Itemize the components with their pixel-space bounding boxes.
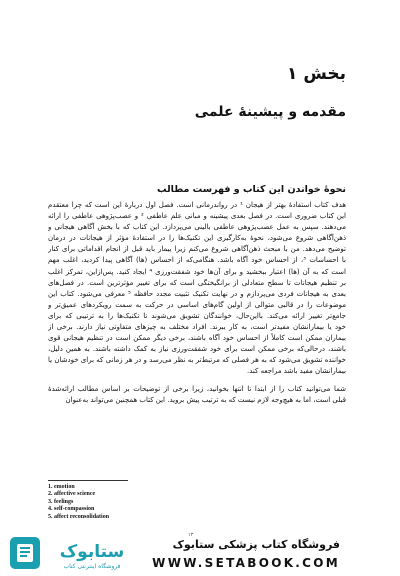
store-url[interactable]: WWW.SETABOOK.COM [152, 556, 340, 570]
footnote: 5. affect reconsolidation [48, 513, 110, 520]
text-line: خود یا بیمارانشان مفیدتر است، به کار ببرند. افراد مختلف به چیزهای متفاوتی نیاز دارند. برخی از [48, 323, 346, 332]
chapter-number: بخش ۱ [287, 64, 346, 84]
text-line: است که به آن (ها) اعتبار ببخشید و برای آن‌ها خود شفقت‌ورزی ⁴ ایجاد کنید. پس‌ازاین، تمرکز اغلب [48, 267, 346, 276]
footnote: 2. affective science [48, 491, 96, 498]
footnotes [48, 480, 218, 521]
paragraph [48, 384, 346, 406]
page-number: ۱۳ [188, 532, 194, 538]
svg-text:فروشگاه اینترنتی کتاب: فروشگاه اینترنتی کتاب [63, 563, 121, 570]
footnote: 3. feelings [48, 498, 74, 505]
svg-text:ستابوک: ستابوک [59, 542, 125, 562]
text-line: باشند، درحالی‌که برخی ممکن است برای خود شفقت‌ورزی نیاز به کمک داشته باشند. به همین دلیل، [48, 345, 346, 354]
section-heading: نحوهٔ خواندن این کتاب و فهرست مطالب [157, 184, 346, 195]
text-line: شما می‌توانید کتاب را از ابتدا تا انتها بخوانید، زیرا برخی از توضیحات بر اساس مطالب ارائه‌شدهٔ [48, 384, 346, 393]
body-text [48, 200, 346, 412]
text-line: بیمارانشان مفید باشد مراجعه کند. [247, 367, 346, 376]
text-line: موضوعات را در قالبی متوالی از اولین گام‌های اساسی در حرکت به سمت رویکردهای عمیق‌تر و [48, 300, 346, 309]
text-line: این کتاب ضروری است. در فصل بعدی پیشینه و مبانی علم عاطفی ² و عصب‌پژوهی عاطفی را ارائه [48, 212, 346, 221]
paragraph [48, 200, 346, 378]
text-line: جامع‌تر تغییر ارائه می‌کند. بااین‌حال، خوانندگان تشویق می‌شوند تا تکنیک‌ها را به ترتیبی که برای [48, 311, 346, 320]
chapter-title: مقدمه و پیشینهٔ علمی [194, 104, 346, 120]
text-line: می‌دهند. سپس به عمل عصب‌پژوهی عاطفی بالینی می‌پردازد. این کتاب که با بخش آگاهی هیجانی و [48, 223, 346, 232]
text-line: توضیح می‌دهد. من با مبحث ذهن‌آگاهی شروع می‌کنم زیرا بیمار باید قبل از انجام اقداماتی برای کنار [48, 245, 346, 254]
footnote: 1. emotion [48, 484, 75, 490]
footnote-rule [48, 480, 128, 481]
text-line: بر تنظیم هیجانات تا سطح متعادلی از برانگیختگی است که برای تغییر مؤثرترین است. در فصل‌های [48, 278, 346, 287]
text-line: بعدی به هیجانات فردی می‌پردازم و در نهایت تکنیک تثبیت مجدد حافظه ⁵ معرفی می‌شود. کتاب این [48, 289, 346, 298]
footnote: 4. self-compassion [48, 506, 95, 513]
store-name: فروشگاه کتاب پزشکی ستابوک [172, 538, 340, 551]
text-line: بیماران ممکن است کاملاً از احساس خود آگاه باشند، برخی دیگر ممکن است در تنظیم هیجانی قوی [48, 334, 346, 343]
text-line: قبلی است، اما به هیچ‌وجه لازم نیست که به ترتیب پیش بروید. این کتاب همچنین می‌تواند به‌عنوان [65, 395, 346, 404]
text-line: ذهن‌آگاهی شروع می‌شود، نحوهٔ به‌کارگیری این تکنیک‌ها را در استفادهٔ مؤثر از هیجانات در درمان [48, 234, 346, 243]
text-line: با احساسات ³، از احساس خود آگاه باشد. هنگامی‌که از احساس (ها) آگاهی پیدا کردید، اغلب مهم [48, 256, 346, 265]
text-line: هدف کتاب استفادهٔ بهتر از هیجان ¹ در رواندرمانی است. فصل اول دربارهٔ این است که چرا معتقدم [48, 201, 346, 209]
text-line: خواننده تشویق می‌شود که به هر فصلی که مرتبط‌تر به نظر می‌رسد و در هر زمانی که برای خودشان یا [48, 356, 346, 365]
setabook-logo [8, 533, 138, 573]
